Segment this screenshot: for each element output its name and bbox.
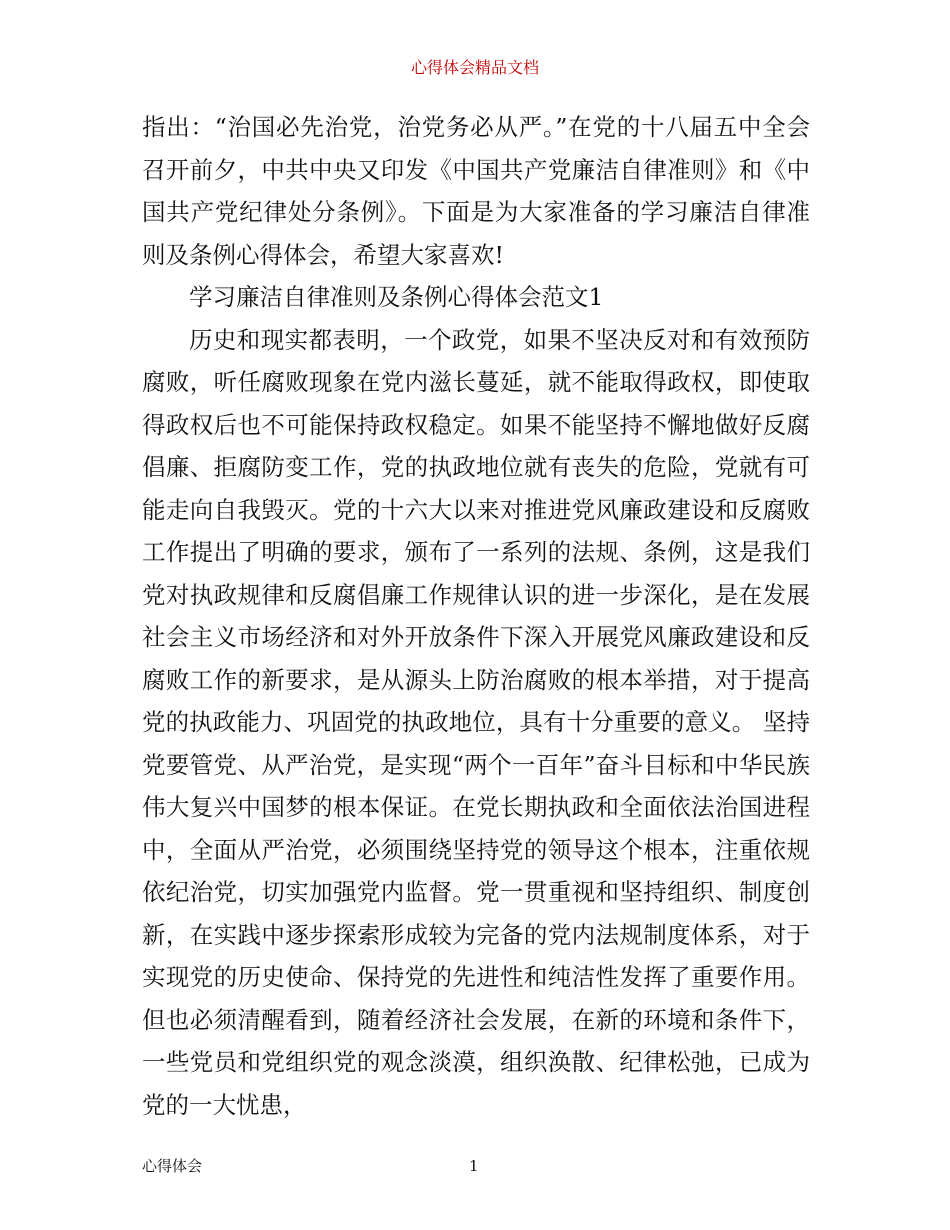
page-header-title: 心得体会精品文档 xyxy=(410,58,539,77)
document-body xyxy=(142,106,810,1126)
footer-label: 心得体会 xyxy=(142,1157,203,1175)
page-number: 1 xyxy=(469,1157,479,1175)
body-paragraph: 历史和现实都表明，一个政党，如果不坚决反对和有效预防腐败，听任腐败现象在党内滋长蔓延，就不能取得政权，即使取得政权后也不可能保持政权稳定。如果不能坚持不懈地做好反腐倡廉、拒腐防变工作，党的执政地位就有丧失的危险，党就有可能走向自我毁灭。党的十六大以来对推进党风廉政建设和反腐败工作提出了明确的要求，颁布了一系列的法规、条例，这是我们党对执政规律和反腐倡廉工作规律认识的进一步深化，是在发展社会主义市场经济和对外开放条件下深入开展党风廉政建设和反腐败工作的新要求，是从源头上防治腐败的根本举措，对于提高党的执政能力、巩固党的执政地位，具有十分重要的意义。 坚持党要管党、从严治党，是实现“两个一百年”奋斗目标和中华民族伟大复兴中国梦的根本保证。在党长期执政和全面依法治国进程中，全面从严治党，必须围绕坚持党的领导这个根本，注重依规依纪治党，切实加强党内监督。党一贯重视和坚持组织、制度创新，在实践中逐步探索形成较为完备的党内法规制度体系，对于实现党的历史使命、保持党的先进性和纯洁性发挥了重要作用。但也必须清醒看到，随着经济社会发展，在新的环境和条件下，一些党员和党组织党的观念淡漠，组织涣散、纪律松弛，已成为党的一大忧患， xyxy=(142,325,810,1119)
section-heading: 学习廉洁自律准则及条例心得体会范文1 xyxy=(189,283,604,311)
intro-paragraph: 指出：“治国必先治党，治党务必从严。”在党的十八届五中全会召开前夕，中共中央又印发《中国共产党廉洁自律准则》和《中国共产党纪律处分条例》。下面是为大家准备的学习廉洁自律准则及条例心得体会，希望大家喜欢! xyxy=(142,113,810,269)
